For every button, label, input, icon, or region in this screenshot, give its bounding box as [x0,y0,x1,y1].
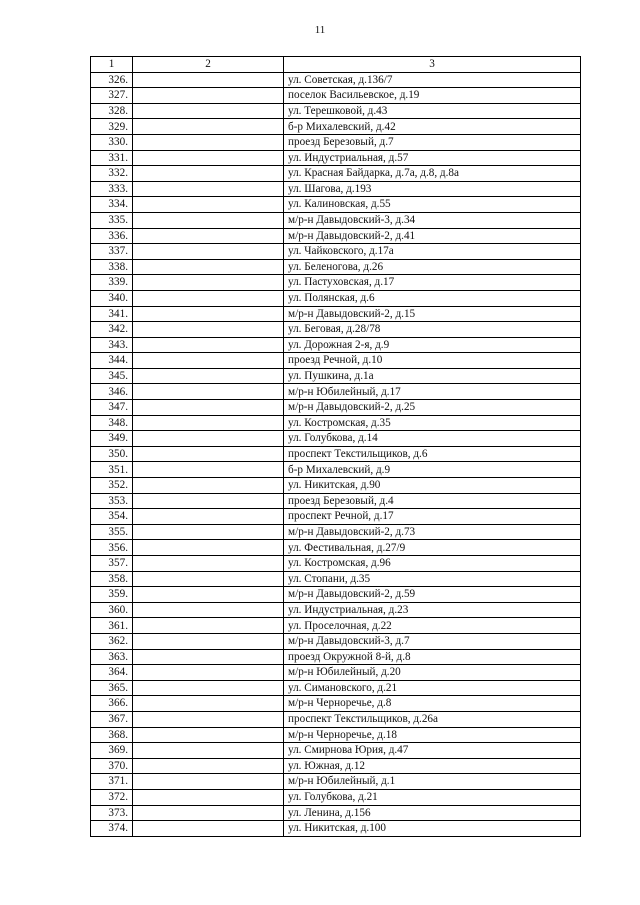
row-col-2 [133,400,284,416]
page-number: 11 [314,24,326,36]
row-number: 346. [91,384,133,400]
row-address: ул. Беговая, д.28/78 [284,322,581,338]
row-address: м/р-н Черноречье, д.8 [284,696,581,712]
table-row [91,259,581,275]
row-col-2 [133,618,284,634]
row-address: м/р-н Давыдовский-2, д.59 [284,587,581,603]
table-row [91,322,581,338]
row-address: ул. Чайковского, д.17а [284,244,581,260]
table-row [91,228,581,244]
row-number: 350. [91,446,133,462]
row-address: ул. Голубкова, д.14 [284,431,581,447]
table-row [91,602,581,618]
row-address: м/р-н Юбилейный, д.20 [284,665,581,681]
row-number: 370. [91,758,133,774]
row-number: 373. [91,805,133,821]
row-number: 355. [91,524,133,540]
row-col-2 [133,446,284,462]
row-col-2 [133,587,284,603]
row-address: м/р-н Юбилейный, д.17 [284,384,581,400]
table-row [91,571,581,587]
row-col-2 [133,290,284,306]
row-number: 356. [91,540,133,556]
table-row [91,462,581,478]
table-row [91,275,581,291]
row-number: 361. [91,618,133,634]
table-row [91,212,581,228]
row-number: 354. [91,509,133,525]
row-address: проспект Текстильщиков, д.6 [284,446,581,462]
row-col-2 [133,602,284,618]
row-number: 372. [91,789,133,805]
row-number: 368. [91,727,133,743]
row-number: 334. [91,197,133,213]
table-row [91,696,581,712]
row-number: 326. [91,72,133,88]
table-row [91,587,581,603]
row-number: 332. [91,166,133,182]
row-col-2 [133,119,284,135]
table-row [91,431,581,447]
row-address: ул. Индустриальная, д.23 [284,602,581,618]
row-number: 336. [91,228,133,244]
row-number: 363. [91,649,133,665]
row-number: 348. [91,415,133,431]
row-number: 340. [91,290,133,306]
row-col-2 [133,103,284,119]
row-number: 362. [91,633,133,649]
row-col-2 [133,727,284,743]
table-row [91,540,581,556]
row-address: проезд Окружной 8-й, д.8 [284,649,581,665]
row-col-2 [133,556,284,572]
row-address: ул. Никитская, д.100 [284,821,581,837]
row-col-2 [133,774,284,790]
row-col-2 [133,134,284,150]
table-row [91,166,581,182]
row-col-2 [133,821,284,837]
row-col-2 [133,197,284,213]
row-address: проспект Речной, д.17 [284,509,581,525]
table-row [91,181,581,197]
table-row [91,353,581,369]
table-row [91,384,581,400]
row-address: ул. Полянская, д.6 [284,290,581,306]
header-row [91,57,581,73]
row-number: 337. [91,244,133,260]
row-number: 329. [91,119,133,135]
table-row [91,743,581,759]
table-row [91,556,581,572]
row-number: 331. [91,150,133,166]
row-address: ул. Пастуховская, д.17 [284,275,581,291]
row-number: 347. [91,400,133,416]
table-row [91,665,581,681]
row-number: 339. [91,275,133,291]
row-col-2 [133,384,284,400]
row-number: 374. [91,821,133,837]
row-number: 349. [91,431,133,447]
row-number: 366. [91,696,133,712]
table-row [91,244,581,260]
table-header [91,57,581,73]
row-col-2 [133,353,284,369]
row-number: 367. [91,711,133,727]
row-address: м/р-н Давыдовский-2, д.41 [284,228,581,244]
row-col-2 [133,696,284,712]
row-address: б-р Михалевский, д.42 [284,119,581,135]
table-row [91,789,581,805]
row-number: 357. [91,556,133,572]
row-col-2 [133,431,284,447]
table-row [91,821,581,837]
table-row [91,368,581,384]
table-row [91,119,581,135]
row-col-2 [133,88,284,104]
row-address: ул. Калиновская, д.55 [284,197,581,213]
row-address: ул. Советская, д.136/7 [284,72,581,88]
row-address: м/р-н Давыдовский-2, д.25 [284,400,581,416]
row-address: ул. Фестивальная, д.27/9 [284,540,581,556]
row-address: ул. Проселочная, д.22 [284,618,581,634]
table-row [91,72,581,88]
row-address: ул. Костромская, д.35 [284,415,581,431]
row-col-2 [133,478,284,494]
row-col-2 [133,259,284,275]
row-address: проезд Березовый, д.7 [284,134,581,150]
row-number: 369. [91,743,133,759]
row-address: м/р-н Давыдовский-2, д.73 [284,524,581,540]
row-number: 358. [91,571,133,587]
row-col-2 [133,150,284,166]
row-address: ул. Дорожная 2-я, д.9 [284,337,581,353]
row-number: 365. [91,680,133,696]
row-number: 364. [91,665,133,681]
row-address: ул. Индустриальная, д.57 [284,150,581,166]
row-address: ул. Никитская, д.90 [284,478,581,494]
row-col-2 [133,72,284,88]
row-number: 338. [91,259,133,275]
row-number: 359. [91,587,133,603]
row-col-2 [133,789,284,805]
table-row [91,509,581,525]
table-row [91,400,581,416]
row-col-2 [133,368,284,384]
table-row [91,103,581,119]
row-col-2 [133,462,284,478]
row-address: ул. Стопани, д.35 [284,571,581,587]
table-row [91,88,581,104]
row-col-2 [133,275,284,291]
row-address: ул. Смирнова Юрия, д.47 [284,743,581,759]
row-address: м/р-н Давыдовский-3, д.34 [284,212,581,228]
table-row [91,727,581,743]
row-number: 345. [91,368,133,384]
row-col-2 [133,322,284,338]
row-address: ул. Южная, д.12 [284,758,581,774]
row-col-2 [133,415,284,431]
row-address: проезд Березовый, д.4 [284,493,581,509]
table-row [91,524,581,540]
table-row [91,415,581,431]
row-address: ул. Шагова, д.193 [284,181,581,197]
row-number: 335. [91,212,133,228]
row-number: 371. [91,774,133,790]
row-number: 333. [91,181,133,197]
row-number: 344. [91,353,133,369]
row-col-2 [133,711,284,727]
row-number: 343. [91,337,133,353]
row-number: 328. [91,103,133,119]
row-col-2 [133,633,284,649]
header-col-2: 2 [133,57,284,73]
row-address: поселок Васильевское, д.19 [284,88,581,104]
row-col-2 [133,665,284,681]
row-address: ул. Голубкова, д.21 [284,789,581,805]
row-address: ул. Костромская, д.96 [284,556,581,572]
row-address: проспект Текстильщиков, д.26а [284,711,581,727]
row-address: м/р-н Черноречье, д.18 [284,727,581,743]
table-row [91,758,581,774]
row-col-2 [133,743,284,759]
row-address: ул. Красная Байдарка, д.7а, д.8, д.8а [284,166,581,182]
table-row [91,493,581,509]
row-col-2 [133,680,284,696]
table-row [91,711,581,727]
table-row [91,618,581,634]
row-col-2 [133,509,284,525]
row-address: ул. Ленина, д.156 [284,805,581,821]
row-col-2 [133,228,284,244]
row-address: б-р Михалевский, д.9 [284,462,581,478]
row-number: 327. [91,88,133,104]
table-row [91,774,581,790]
table-row [91,197,581,213]
row-col-2 [133,571,284,587]
header-col-1: 1 [91,57,133,73]
table-row [91,150,581,166]
row-address: м/р-н Давыдовский-3, д.7 [284,633,581,649]
row-address: ул. Симановского, д.21 [284,680,581,696]
row-col-2 [133,649,284,665]
row-col-2 [133,758,284,774]
row-number: 342. [91,322,133,338]
row-address: ул. Беленогова, д.26 [284,259,581,275]
row-col-2 [133,805,284,821]
row-number: 330. [91,134,133,150]
table-row [91,680,581,696]
row-address: ул. Пушкина, д.1а [284,368,581,384]
row-col-2 [133,337,284,353]
table-body [91,72,581,836]
table-row [91,337,581,353]
table-row [91,134,581,150]
row-col-2 [133,306,284,322]
row-address: м/р-н Юбилейный, д.1 [284,774,581,790]
row-address: проезд Речной, д.10 [284,353,581,369]
table-row [91,633,581,649]
header-col-3: 3 [284,57,581,73]
table-row [91,306,581,322]
row-col-2 [133,166,284,182]
row-number: 351. [91,462,133,478]
row-col-2 [133,212,284,228]
table-row [91,649,581,665]
row-address: ул. Терешковой, д.43 [284,103,581,119]
row-col-2 [133,493,284,509]
row-col-2 [133,524,284,540]
row-address: м/р-н Давыдовский-2, д.15 [284,306,581,322]
table-row [91,446,581,462]
row-col-2 [133,540,284,556]
row-number: 352. [91,478,133,494]
table-row [91,478,581,494]
row-number: 341. [91,306,133,322]
table-row [91,805,581,821]
row-number: 360. [91,602,133,618]
row-number: 353. [91,493,133,509]
address-table [90,56,581,837]
row-col-2 [133,244,284,260]
row-col-2 [133,181,284,197]
table-row [91,290,581,306]
